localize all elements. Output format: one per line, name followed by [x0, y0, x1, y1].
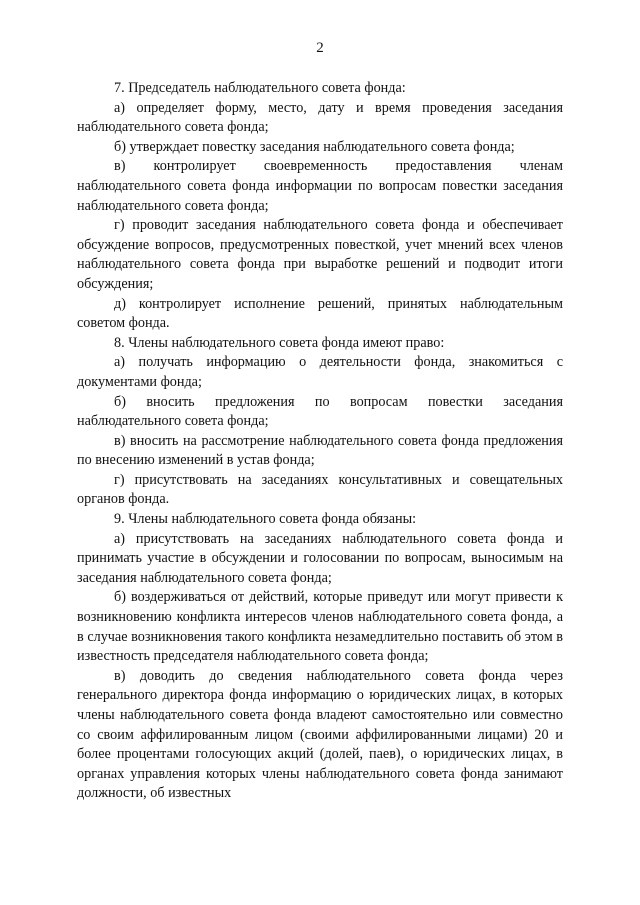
paragraph-9b: б) воздерживаться от действий, которые приведут или могут привести к возникновению конфликта интересов членов наблюдательного совета фонда, а в случае возникновения такого конфликта незамедлительно поставить об этом в известность председателя наблюдательного совета фонда; [77, 589, 563, 665]
paragraph-7g: г) проводит заседания наблюдательного совета фонда и обеспечивает обсуждение вопросов, предусмотренных повесткой, учет мнений всех членов наблюдательного совета фонда при выработке решений и подводит итоги обсуждения; [77, 217, 563, 292]
paragraph-8v: в) вносить на рассмотрение наблюдательного совета фонда предложения по внесению изменений в устав фонда; [77, 432, 563, 469]
paragraph-8a: а) получать информацию о деятельности фонда, знакомиться с документами фонда; [77, 354, 563, 390]
paragraph-9a: а) присутствовать на заседаниях наблюдательного совета фонда и принимать участие в обсуждении и голосовании по вопросам, выносимым на заседания наблюдательного совета фонда; [77, 530, 563, 586]
paragraph-7a: а) определяет форму, место, дату и время проведения заседания наблюдательного совета фонда; [77, 99, 563, 136]
document-body [77, 79, 563, 804]
paragraph-8-heading: 8. Члены наблюдательного совета фонда имеют право: [114, 334, 445, 351]
paragraph-8b: б) вносить предложения по вопросам повестки заседания наблюдательного совета фонда; [77, 393, 563, 430]
paragraph-7-heading: 7. Председатель наблюдательного совета фонда: [114, 80, 406, 96]
paragraph-7v: в) контролирует своевременность предоставления членам наблюдательного совета фонда информации по вопросам повестки заседания наблюдательного совета фонда; [77, 158, 563, 214]
paragraph-7d: д) контролирует исполнение решений, принятых наблюдательным советом фонда. [77, 295, 563, 332]
paragraph-9v: в) доводить до сведения наблюдательного совета фонда через генерального директора фонда информацию о юридических лицах, в которых члены наблюдательного совета фонда владеют самостоятельно или совместно со своим аффилированным лицом (своими аффилированными лицами) 20 и более процентами голосующих акций (долей, паев), о юридических лицах, в органах управления которых члены наблюдательного совета фонда занимают должности, об известных [77, 667, 563, 802]
paragraph-8g: г) присутствовать на заседаниях консультативных и совещательных органов фонда. [77, 471, 563, 508]
paragraph-7b: б) утверждает повестку заседания наблюдательного совета фонда; [114, 138, 515, 155]
page-number: 2 [316, 40, 324, 56]
paragraph-9-heading: 9. Члены наблюдательного совета фонда обязаны: [114, 511, 417, 528]
